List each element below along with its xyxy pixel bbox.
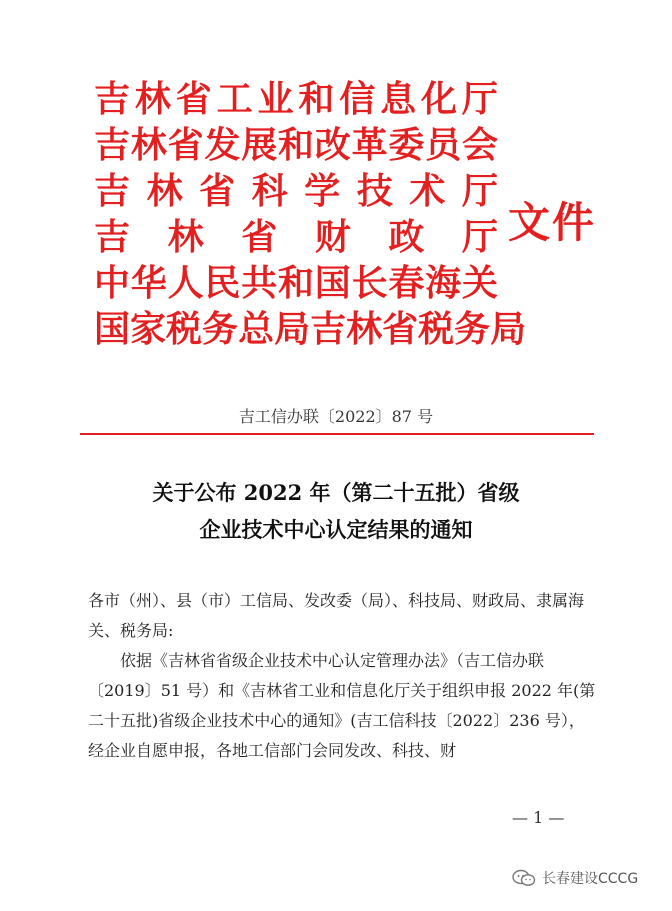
issuer-char: 学 [304,170,341,212]
issuer-char: 员 [425,124,462,166]
red-divider [80,433,594,435]
issuer-char: 厅 [461,216,498,258]
issuer-char: 省 [175,78,212,120]
issuer-char: 海 [425,262,462,304]
issuer-char: 税 [166,308,203,350]
issuer-char: 工 [216,78,253,120]
issuer-char: 省 [167,124,204,166]
issuer-char: 局 [490,308,527,350]
issuer-char: 政 [388,216,425,258]
issuer-char: 息 [380,78,417,120]
issuer-char: 林 [346,308,383,350]
issuer-char: 会 [461,124,498,166]
issuer-line [94,122,498,168]
issuer-char: 关 [461,262,498,304]
issuer-char: 林 [167,216,204,258]
issuer-char: 和 [277,262,314,304]
issuer-char: 春 [388,262,425,304]
issuer-char: 务 [202,308,239,350]
account-watermark [512,868,638,888]
issuer-char: 化 [421,78,458,120]
issuer-char: 吉 [94,170,131,212]
issuer-char: 厅 [461,170,498,212]
issuer-char: 和 [298,78,335,120]
issuer-char: 吉 [94,78,131,120]
title-line-2: 企业技术中心认定结果的通知 [199,517,473,542]
issuer-char: 林 [134,78,171,120]
body-paragraph: 依据《吉林省省级企业技术中心认定管理办法》（吉工信办联〔2019〕51 号）和《吉林省工业和信息化厅关于组织申报 2022 年(第二十五批)省级企业技术中心的通知》(吉工信科技〔2022〕236 号），经企业自愿申报，各地工信部门会同发改、科技、财 [88,651,596,760]
issuer-char: 民 [204,262,241,304]
issuer-char: 科 [251,170,288,212]
issuer-char: 财 [314,216,351,258]
issuer-line [94,306,527,352]
issuer-char: 共 [241,262,278,304]
issuer-char: 技 [356,170,393,212]
issuer-char: 厅 [461,78,498,120]
issuer-char: 委 [388,124,425,166]
issuer-char: 长 [351,262,388,304]
issuer-char: 林 [146,170,183,212]
issuer-char: 吉 [94,216,131,258]
watermark-text: 长春建设CCCG [542,871,639,887]
issuer-char: 革 [351,124,388,166]
page-number: — 1 — [512,808,565,827]
issuer-char: 税 [418,308,455,350]
issuer-char: 吉 [310,308,347,350]
issuer-char: 林 [130,124,167,166]
notice-body [88,586,598,766]
salutation: 各市（州）、县（市）工信局、发改委（局）、科技局、财政局、隶属海关、税务局: [88,591,585,640]
issuer-block [94,76,527,352]
issuer-line [94,76,498,122]
issuer-line [94,168,498,214]
issuer-char: 信 [339,78,376,120]
issuer-char: 国 [94,308,131,350]
issuer-char: 业 [257,78,294,120]
issuer-char: 吉 [94,124,131,166]
issuer-char: 改 [314,124,351,166]
issuer-char: 中 [94,262,131,304]
issuer-line [94,214,498,260]
document-word: 文件 [508,198,597,247]
notice-title [0,474,672,548]
issuer-char: 展 [241,124,278,166]
issuer-line [94,260,498,306]
issuer-char: 务 [454,308,491,350]
issuer-char: 省 [199,170,236,212]
issuer-char: 国 [314,262,351,304]
issuer-char: 华 [130,262,167,304]
wechat-icon [512,869,536,887]
issuer-char: 局 [274,308,311,350]
issuer-char: 发 [204,124,241,166]
title-line-1: 关于公布 2022 年（第二十五批）省级 [152,480,520,505]
issuer-char: 术 [409,170,446,212]
issuer-char: 总 [238,308,275,350]
document-number: 吉工信办联〔2022〕87 号 [238,407,434,426]
issuer-char: 人 [167,262,204,304]
issuer-char: 省 [241,216,278,258]
issuer-char: 家 [130,308,167,350]
issuer-char: 省 [382,308,419,350]
issuer-char: 和 [277,124,314,166]
